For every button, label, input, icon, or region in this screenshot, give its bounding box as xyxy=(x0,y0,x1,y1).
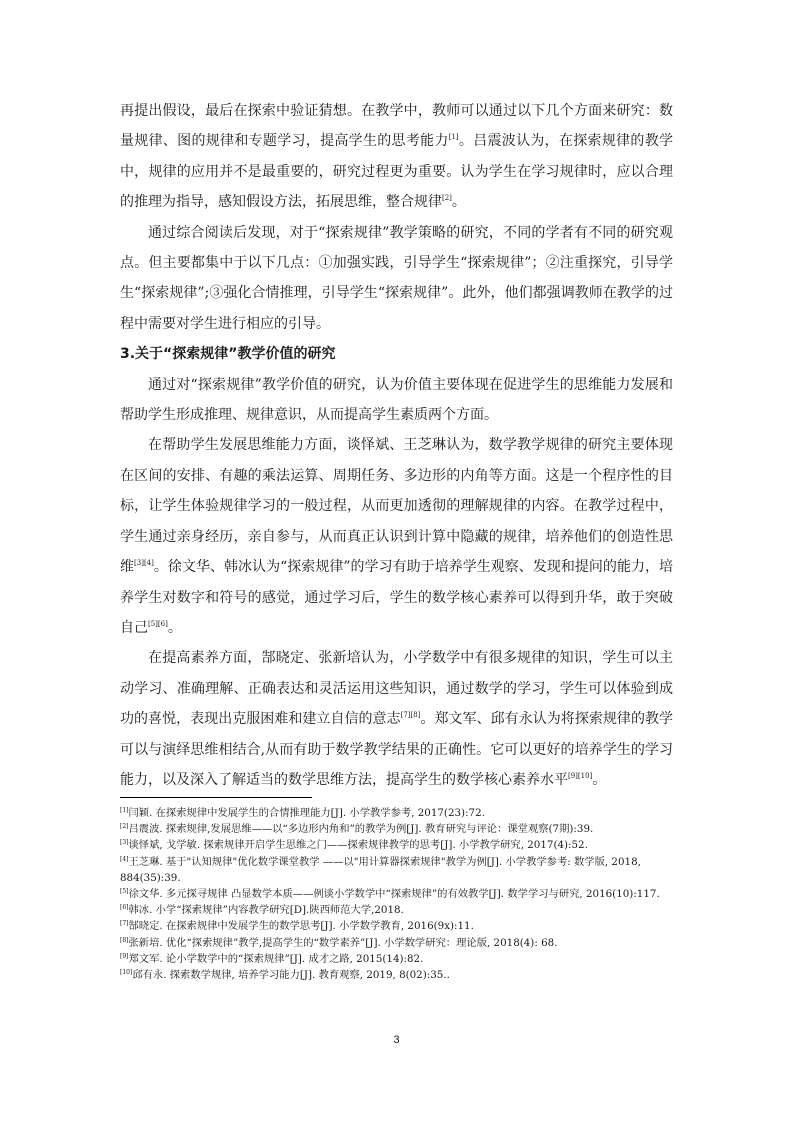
footnote-marker: [5] xyxy=(120,888,129,896)
footnote-marker: [7] xyxy=(120,920,129,928)
footnote-marker: [1] xyxy=(120,807,129,814)
citation-marker: [3][4] xyxy=(134,559,154,568)
body-paragraph xyxy=(120,370,673,431)
footnote-marker: [3] xyxy=(120,839,129,847)
citation-marker: [7][8] xyxy=(400,711,421,720)
footnote-marker: [8] xyxy=(120,936,129,944)
footnote-marker: [10] xyxy=(120,969,133,977)
text-run: 通过综合阅读后发现，对于“探索规律”教学策略的研究，不同的学者有不同的研究观点。但主要都集中于以下几点：①加强实践，引导学生“探索规律”；②注重探究，引导学生“探索规律”;③强化合情推理，引导学生“探索规律”。此外，他们都强调教师在教学的过程中需要对学生进行相应的引导。 xyxy=(120,224,673,332)
footnote-item xyxy=(120,951,673,967)
footnote-text: 张新培. 优化“探索规律”教学,提高学生的“数学素养”[J]. 小学数学研究：理论版, 2018(4): 68. xyxy=(128,936,558,949)
footnote-text: 王芝琳. 基于"认知规律"优化数学课堂教学 ——以"用计算器探索规律"教学为例[J]. 小学教学参考: 数学版, 2018, 884(35):39. xyxy=(120,855,641,884)
text-run: 通过对“探索规律”教学价值的研究，认为价值主要体现在促进学生的思维能力发展和帮助学生形成推理、规律意识，从而提高学生素质两个方面。 xyxy=(120,376,673,424)
citation-marker: [2] xyxy=(442,194,452,203)
footnote-marker: [2] xyxy=(120,823,129,831)
footnote-item xyxy=(120,837,673,853)
text-run: 。吕震波认为，在探索规律的教学中，规律的应用并不是最重要的，研究过程更为重要。认为学生在学习规律时，应以合理的推理为指导，感知假设方法，拓展思维，整合规律 xyxy=(120,133,674,211)
footnote-text: 闫颖. 在探索规律中发展学生的合情推理能力[J]. 小学教学参考, 2017(23):72. xyxy=(128,807,485,819)
footnote-item xyxy=(120,918,673,934)
footnote-item xyxy=(120,902,673,918)
footnote-text: 郑文军. 论小学数学中的“探索规律”[J]. 成才之路, 2015(14):82. xyxy=(128,952,424,965)
footnote-marker: [9] xyxy=(120,952,129,960)
text-run: 。徐文华、韩冰认为“探索规律”的学习有助于培养学生观察、发现和提问的能力，培养学生对数字和符号的感觉，通过学习后，学生的数学核心素养可以得到升华，敢于突破自己 xyxy=(120,559,674,636)
text-run: 。 xyxy=(167,619,182,636)
footnote-text: 徐文华. 多元探寻规律 凸显数学本质——例谈小学数学中“探索规律”的有效教学[J]. 数学学习与研究, 2016(10):117. xyxy=(128,888,660,901)
page-number: 3 xyxy=(393,1034,400,1046)
text-run: 在帮助学生发展思维能力方面，谈怿斌、王芝琳认为，数学教学规律的研究主要体现在区间的安排、有趣的乘法运算、周期任务、多边形的内角等方面。这是一个程序性的目标，让学生体验规律学习的一般过程，从而更加透彻的理解规律的内容。在教学过程中，学生通过亲身经历，亲自参与，从而真正认识到计算中隐藏的规律，培养他们的创造性思维 xyxy=(120,437,673,576)
body-paragraph xyxy=(120,430,673,643)
citation-marker: [1] xyxy=(448,133,459,142)
text-run: 。 xyxy=(451,194,466,211)
footnote-item xyxy=(120,935,673,951)
footnote-item xyxy=(120,821,673,837)
citation-marker: [5][6] xyxy=(148,619,168,628)
footnote-marker: [4] xyxy=(120,855,129,863)
footnote-text: 吕震波. 探索规律,发展思维——以“多边形内角和”的教学为例[J]. 教育研究与评论：课堂观察(7期):39. xyxy=(128,823,594,836)
footnote-item xyxy=(120,886,673,902)
footnote-text: 邱有永. 探索数学规律, 培养学习能力[J]. 教育观察, 2019, 8(02):35.. xyxy=(132,969,450,982)
footnote-item xyxy=(120,854,673,886)
footnote-text: 韩冰. 小学“探索规律”内容教学研究[D].陕西师范大学,2018. xyxy=(128,904,404,917)
body-paragraph xyxy=(120,218,673,340)
footnote-text: 郜晓定. 在探索规律中发展学生的数学思考[J]. 小学数学教育, 2016(9x):11. xyxy=(128,920,474,933)
footnote-text: 谈怿斌, 戈学敏. 探索规律开启学生思维之门——探索规律教学的思考[J]. 小学教学研究, 2017(4):52. xyxy=(128,839,588,852)
citation-marker: [9][10] xyxy=(568,771,593,780)
body-paragraph xyxy=(120,643,673,795)
text-run: 在提高素养方面，郜晓定、张新培认为，小学数学中有很多规律的知识，学生可以主动学习、准确理解、正确表达和灵活运用这些知识，通过数学的学习，学生可以体验到成功的喜悦，表现出克服困难和建立自信的意志 xyxy=(120,650,673,728)
body-text xyxy=(120,96,673,795)
text-run: 再提出假设，最后在探索中验证猜想。在教学中，教师可以通过以下几个方面来研究：数量规律、图的规律和专题学习，提高学生的思考能力 xyxy=(120,103,673,150)
footnote-marker: [6] xyxy=(120,904,129,912)
text-run: 3.关于“探索规律”教学价值的研究 xyxy=(120,346,336,363)
footnotes xyxy=(120,805,673,983)
text-run: 。郑文军、邱有永认为将探索规律的教学可以与演绎思维相结合,从而有助于数学教学结果的正确性。它可以更好的培养学生的学习能力，以及深入了解适当的数学思维方法，提高学生的数学核心素养水平 xyxy=(120,711,673,788)
section-heading xyxy=(120,339,673,369)
body-paragraph xyxy=(120,96,673,218)
footnote-separator xyxy=(120,797,312,798)
text-run: 。 xyxy=(592,771,607,788)
footnote-item xyxy=(120,967,673,983)
footnote-item xyxy=(120,805,673,821)
